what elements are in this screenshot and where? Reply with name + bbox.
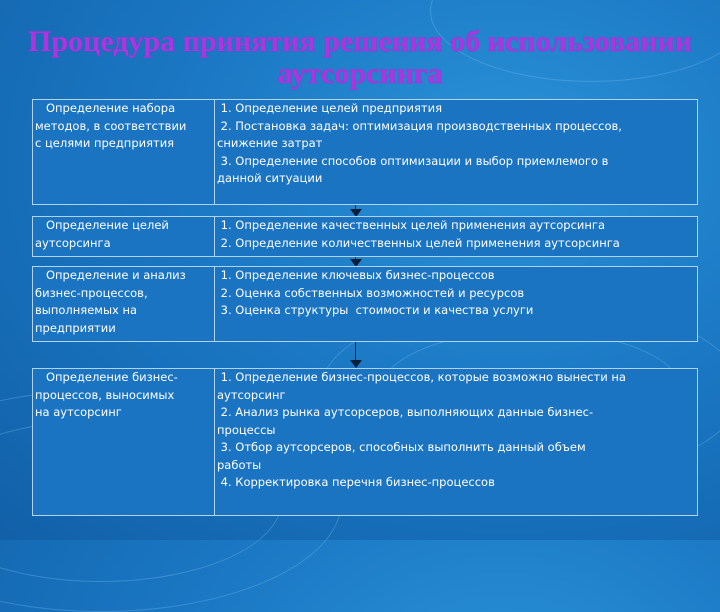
step-box-3 [32, 266, 698, 342]
step-2-name: Определение целей аутсорсинга [35, 218, 169, 250]
slide-title [0, 26, 720, 90]
step-2-details-cell [215, 217, 697, 256]
step-2-details: 1. Определение качественных целей применения аутсорсинга 2. Определение количественных целей применения аутсорсинга [220, 218, 620, 250]
step-2-name-cell [33, 217, 215, 256]
step-3-details: 1. Определение ключевых бизнес-процессов 2. Оценка собственных возможностей и ресурсов 3. Оценка структуры стоимости и качества услуги [220, 268, 534, 317]
step-4-details-cell [215, 369, 697, 515]
step-3-name-cell [33, 267, 215, 341]
step-4-details: 1. Определение бизнес-процессов, которые возможно вынести на аутсорсинг 2. Анализ рынка аутсорсеров, выполняющих данные бизнес- процессы 3. Отбор аутсорсеров, способных выполнить данный объем работы 4. Корректировка перечня бизнес-процессов [217, 370, 626, 489]
step-4-name: Определение бизнес- процессов, выносимых на аутсорсинг [35, 370, 178, 419]
step-box-4 [32, 368, 698, 516]
arrow-down-icon [350, 342, 362, 368]
step-3-details-cell [215, 267, 697, 341]
slide-title-line-1: Процедура принятия решения об использовании [28, 25, 692, 58]
step-1-name: Определение набора методов, в соответствии с целями предприятия [35, 101, 187, 150]
step-1-details: 1. Определение целей предприятия 2. Постановка задач: оптимизация производственных процессов, снижение затрат 3. Определение способов оптимизации и выбор приемлемого в данной ситуации [217, 101, 622, 185]
step-1-details-cell [215, 100, 697, 204]
step-1-name-cell [33, 100, 215, 204]
slide-title-line-2: аутсорсинга [277, 57, 443, 90]
step-3-name: Определение и анализ бизнес-процессов, выполняемых на предприятии [35, 268, 186, 335]
step-box-1 [32, 99, 698, 205]
step-4-name-cell [33, 369, 215, 515]
step-box-2 [32, 216, 698, 257]
